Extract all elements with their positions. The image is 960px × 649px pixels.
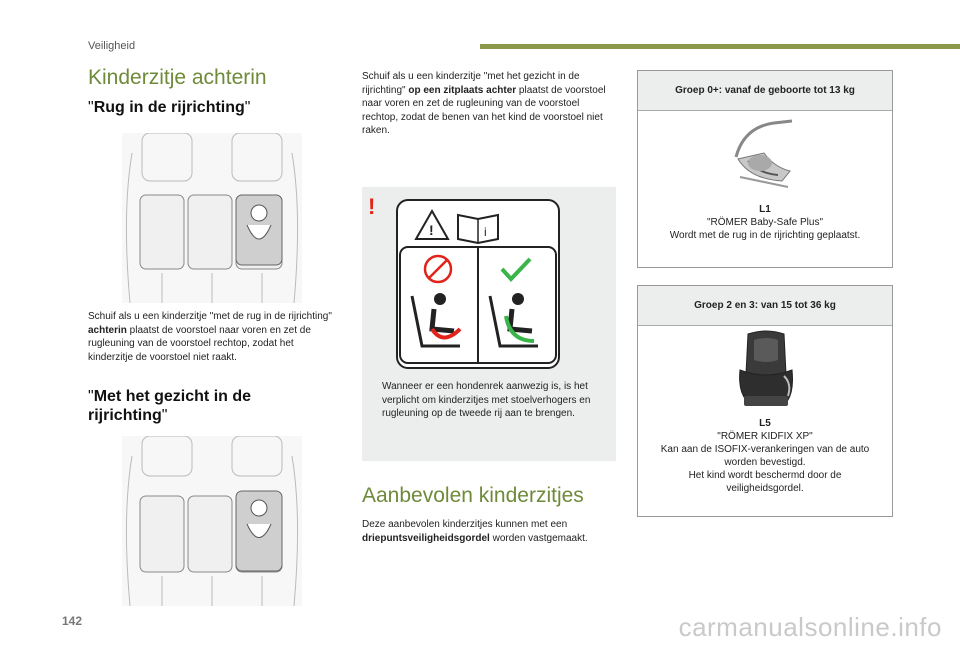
card-header: Groep 0+: vanaf de geboorte tot 13 kg [638, 71, 892, 111]
warning-pictogram [396, 199, 560, 369]
svg-text:!: ! [429, 222, 434, 238]
rear-facing-heading: "Rug in de rijrichting" [88, 99, 251, 116]
booster-seat-image [734, 330, 798, 410]
section-label: Veiligheid [88, 40, 136, 52]
seat-code: L1 [759, 204, 771, 215]
page-title: Kinderzitje achterin [88, 66, 267, 89]
forward-facing-text: Schuif als u een kinderzitje "met het gezicht in de rijrichting" op een zitplaats achter plaatst de voorstoel naar voren en zet de rugleuning van de voorstoel rechtop, zodat de benen van het kind de voorstoel niet raken. [362, 71, 606, 136]
seat-description: Kan aan de ISOFIX-verankeringen van de auto worden bevestigd. [660, 444, 870, 468]
rear-facing-seat-diagram [122, 133, 302, 303]
page-number: 142 [62, 614, 83, 628]
warning-box [362, 187, 616, 461]
seat-card-group0 [637, 70, 893, 268]
card-header: Groep 2 en 3: van 15 tot 36 kg [638, 286, 892, 326]
watermark: carmanualsonline.info [678, 612, 942, 642]
header-bar [480, 44, 960, 49]
seat-description-2: Het kind wordt beschermd door de veiligheidsgordel. [688, 470, 842, 494]
svg-text:i: i [484, 225, 487, 239]
forward-facing-seat-diagram [122, 436, 302, 606]
forward-facing-heading: "Met het gezicht in de rijrichting" [88, 388, 252, 424]
card-body [652, 417, 878, 495]
recommended-text: Deze aanbevolen kinderzitjes kunnen met een driepuntsveiligheidsgordel worden vastgemaakt. [362, 519, 588, 544]
seat-code: L5 [759, 418, 771, 429]
seat-card-group2-3 [637, 285, 893, 517]
seat-name: "RÖMER KIDFIX XP" [717, 431, 813, 442]
baby-seat-image [730, 117, 798, 189]
warning-mark: ! [368, 194, 376, 219]
rear-facing-text: Schuif als u een kinderzitje "met de rug in de rijrichting" achterin plaatst de voorstoel naar voren en zet de rugleuning van de voorstoel rechtop, zodat het kinderzitje de voorstoel niet raakt. [88, 311, 332, 363]
warning-text: Wanneer er een hondenrek aanwezig is, is het verplicht om kinderzitjes met stoelverhogers en rugleuning op de tweede rij aan te brengen. [382, 381, 591, 419]
recommended-title: Aanbevolen kinderzitjes [362, 484, 584, 507]
card-body [638, 203, 892, 242]
seat-description: Wordt met de rug in de rijrichting geplaatst. [669, 230, 861, 241]
seat-name: "RÖMER Baby-Safe Plus" [706, 217, 824, 228]
